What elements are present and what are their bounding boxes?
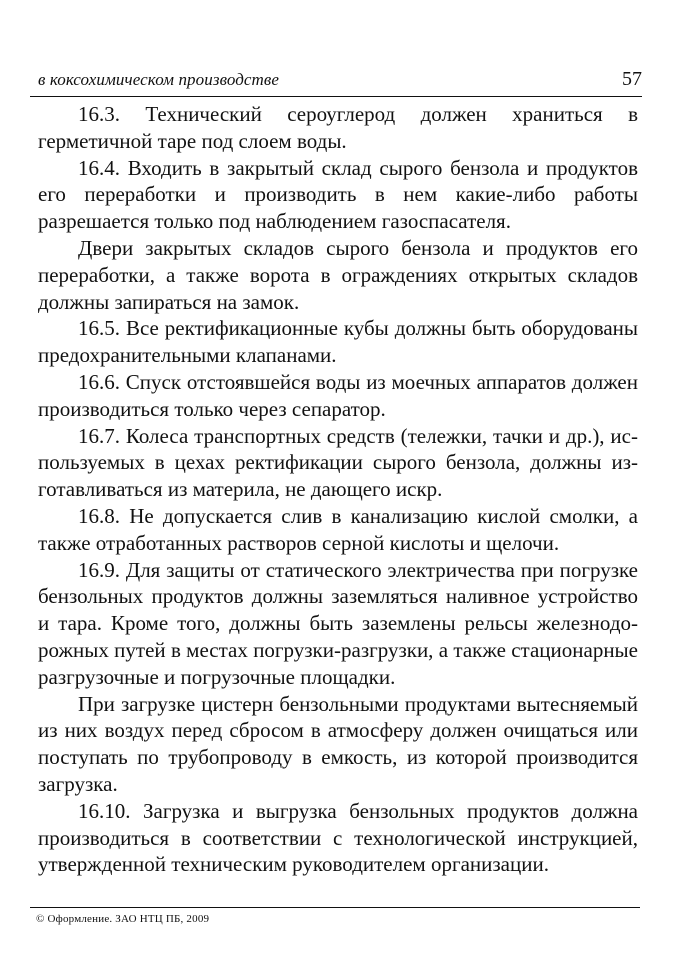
- footer-copyright: © Оформление. ЗАО НТЦ ПБ, 2009: [36, 913, 210, 925]
- paragraph-16-8: 16.8. Не допускается слив в канализацию кислой смолки, а также отработанных растворов серной кислоты и щелочи.: [38, 503, 638, 555]
- paragraph-16-9: 16.9. Для защиты от статического электричества при погрузке бензольных продуктов должны заземляться наливное устройство и тара. Кроме того, должны быть заземлены рельсы железнодорожных путей в местах погрузки-разгрузки, а также стационарные разгрузочные и погрузочные площадки.: [38, 557, 638, 689]
- paragraph-16-7: 16.7. Колеса транспортных средств (тележки, тачки и др.), используемых в цехах ректификации сырого бензола, должны изготавливаться из материла, не дающего искр.: [38, 423, 638, 502]
- paragraph-16-4: 16.4. Входить в закрытый склад сырого бензола и продуктов его переработки и производить в нем какие-либо работы разрешается только под наблюдением газоспасателя.: [38, 155, 638, 234]
- document-body: [38, 101, 638, 878]
- paragraph-16-9-loading: При загрузке цистерн бензольными продуктами вытесняемый из них воздух перед сбросом в атмосферу должен очищаться или поступать по трубопроводу в емкость, из которой производится загрузка.: [38, 691, 638, 796]
- paragraph-16-3: 16.3. Технический сероуглерод должен храниться в герметичной таре под слоем воды.: [38, 102, 638, 153]
- page-number: 57: [622, 68, 642, 90]
- footer-divider: [30, 907, 640, 908]
- paragraph-16-4-doors: Двери закрытых складов сырого бензола и продуктов его переработки, а также ворота в ограждениях открытых складов должны запираться на замок.: [38, 235, 638, 314]
- running-header: [30, 66, 642, 97]
- running-header-title: в коксохимическом производстве: [38, 70, 280, 89]
- paragraph-16-10: 16.10. Загрузка и выгрузка бензольных продуктов должна производиться в соответствии с технологической инструкцией, утвержденной техническим руководителем организации.: [38, 798, 638, 877]
- paragraph-16-6: 16.6. Спуск отстоявшейся воды из моечных аппаратов должен производиться только через сепаратор.: [38, 369, 638, 421]
- paragraph-16-5: 16.5. Все ректификационные кубы должны быть оборудованы предохранительными клапанами.: [38, 316, 638, 368]
